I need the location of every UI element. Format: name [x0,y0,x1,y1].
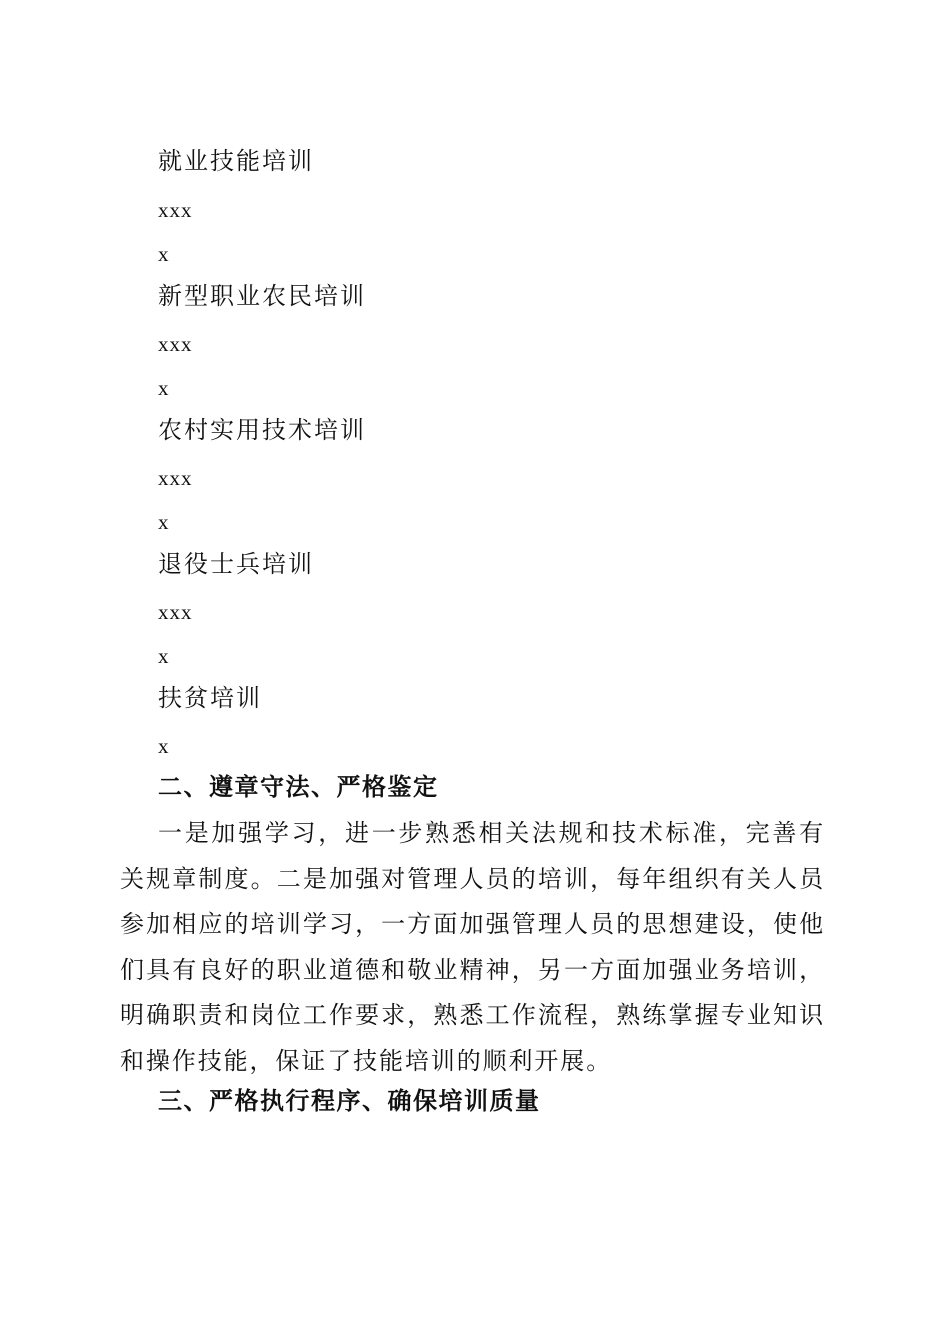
training-item-count: xxx [158,332,193,356]
section-heading: 二、遵章守法、严格鉴定 [158,773,439,801]
section-heading: 三、严格执行程序、确保培训质量 [158,1087,541,1115]
body-paragraph: 一是加强学习，进一步熟悉相关法规和技术标准，完善有关规章制度。二是加强对管理人员的培训，每年组织有关人员参加相应的培训学习，一方面加强管理人员的思想建设，使他们具有良好的职业道德和敬业精神，另一方面加强业务培训，明确职责和岗位工作要求，熟悉工作流程，熟练掌握专业知识和操作技能，保证了技能培训的顺利开展。 [120,819,825,1075]
training-item-unit: x [158,644,170,668]
training-item-unit: x [158,510,170,534]
training-item-name: 新型职业农民培训 [158,282,366,310]
training-item-unit: x [158,242,170,266]
training-item-name: 退役士兵培训 [158,550,314,578]
training-item-count: xxx [158,466,193,490]
training-item-count: xxx [158,600,193,624]
training-item-unit: x [158,376,170,400]
training-item-count: xxx [158,198,193,222]
training-item-name: 扶贫培训 [158,684,262,712]
training-item-unit: x [158,734,170,758]
training-item-name: 就业技能培训 [158,147,314,175]
training-item-name: 农村实用技术培训 [158,416,366,444]
